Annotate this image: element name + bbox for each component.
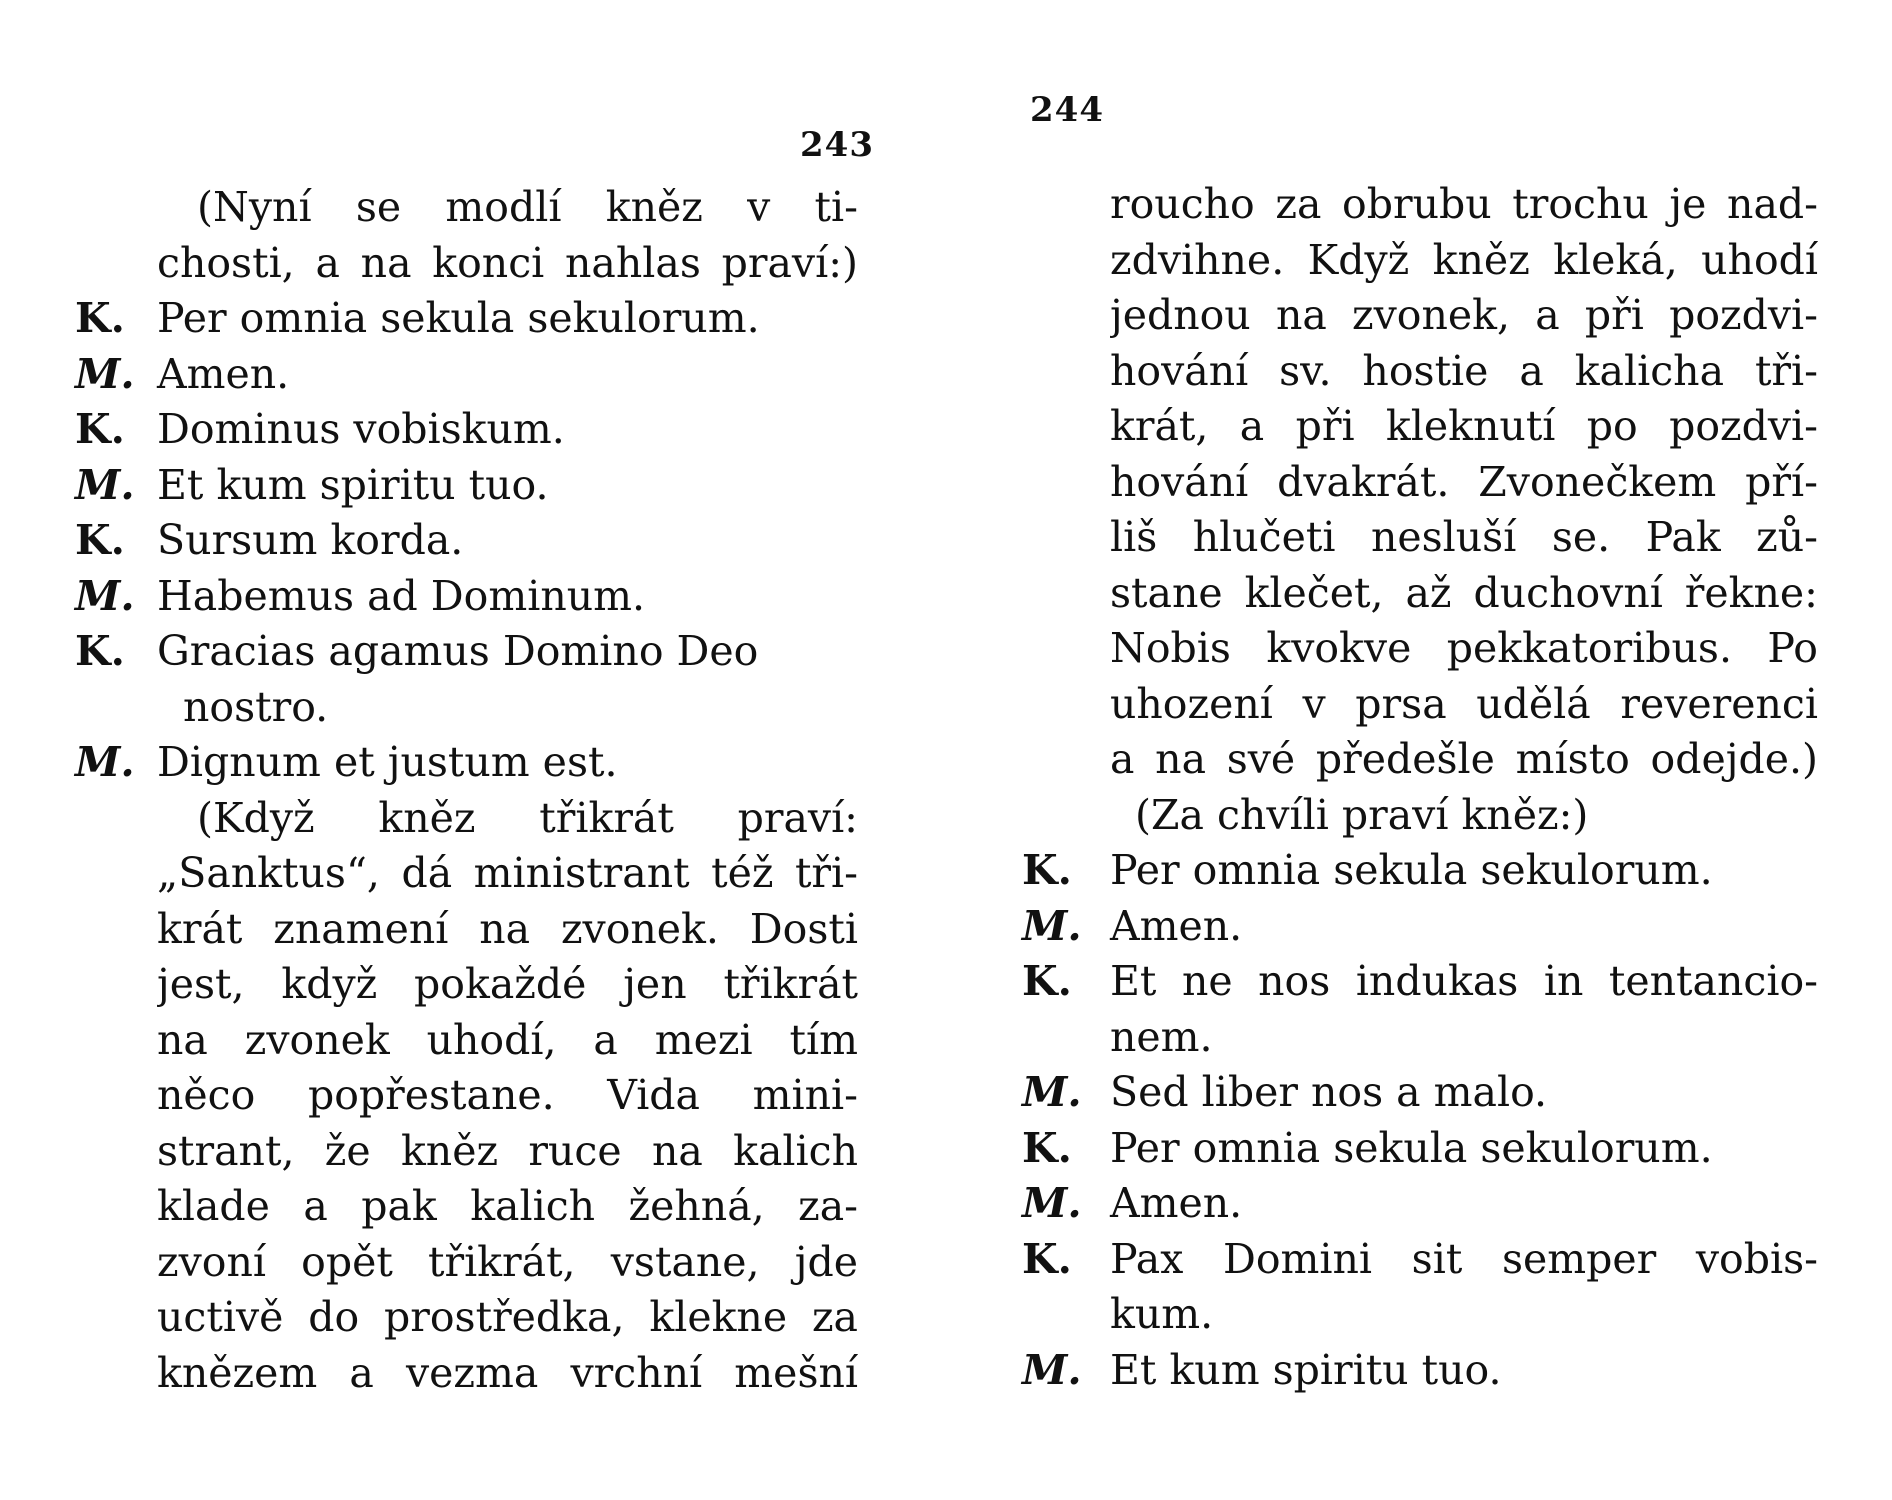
speaker-label: K. [75,405,125,453]
text-line: Amen. [1110,901,1243,950]
text-line: strant, že kněz ruce na kalich [157,1126,858,1175]
text-line: Per omnia sekula sekulorum. [1110,1123,1713,1172]
text-line: nostro. [183,682,329,731]
text-line: klade a pak kalich žehná, za- [157,1182,858,1230]
text-line: Et kum spiritu tuo. [157,460,549,509]
text-line: něco popřestane. Vida mini- [157,1071,858,1119]
speaker-label: M. [75,738,135,786]
left-page [0,0,930,1500]
speaker-label: K. [75,294,125,342]
speaker-label: M. [75,571,135,620]
text-line: zdvihne. Když kněz kleká, uhodí [1110,235,1818,284]
text-line: Per omnia sekula sekulorum. [1110,846,1713,894]
text-line: Et kum spiritu tuo. [1110,1345,1502,1394]
text-line: Et ne nos indukas in tentancio- [1110,957,1818,1005]
right-page [930,0,1892,1500]
speaker-label: K. [1022,957,1072,1005]
text-line: kum. [1110,1290,1214,1338]
text-line: Per omnia sekula sekulorum. [157,294,760,342]
speaker-label: K. [75,516,125,564]
text-line: Dominus vobiskum. [157,405,565,453]
text-line: (Za chvíli praví kněz:) [1135,790,1589,839]
text-line: chosti, a na konci nahlas praví:) [157,238,858,287]
text-line: (Když kněz třikrát praví: [197,793,858,842]
text-line: knězem a vezma vrchní mešní [157,1348,858,1397]
text-line: Amen. [157,349,290,398]
text-line: krát znamení na zvonek. Dosti [157,904,858,953]
text-line: zvoní opět třikrát, vstane, jde [157,1237,858,1286]
speaker-label: K. [1022,1234,1072,1283]
speaker-label: M. [75,460,135,509]
speaker-label: M. [1022,1179,1082,1227]
text-line: krát, a při kleknutí po pozdvi- [1110,402,1818,450]
text-line: Pax Domini sit semper vobis- [1110,1234,1818,1283]
text-line: hování dvakrát. Zvonečkem pří- [1110,457,1818,506]
text-line: Gracias agamus Domino Deo [157,627,759,675]
speaker-label: M. [1022,901,1082,950]
speaker-label: M. [1022,1068,1082,1116]
text-line: roucho za obrubu trochu je nad- [1110,180,1818,228]
text-line: jednou na zvonek, a při pozdvi- [1110,291,1818,339]
text-line: liš hlučeti nesluší se. Pak zů- [1110,513,1818,561]
text-line: (Nyní se modlí kněz v ti- [197,183,858,231]
text-line: a na své předešle místo odejde.) [1110,735,1818,783]
text-line: Sed liber nos a malo. [1110,1068,1548,1116]
text-line: Sursum korda. [157,516,464,564]
speaker-label: K. [75,627,125,675]
page-number: 244 [1030,90,1104,130]
speaker-label: K. [1022,846,1072,894]
text-line: Amen. [1110,1179,1243,1227]
speaker-label: M. [1022,1345,1082,1394]
text-line: nem. [1110,1012,1213,1061]
page-number: 243 [800,125,874,165]
text-line: stane klečet, až duchovní řekne: [1110,568,1818,617]
speaker-label: M. [75,349,135,398]
text-line: „Sanktus“, dá ministrant též tři- [157,849,858,897]
text-line: Dignum et justum est. [157,738,618,786]
text-line: jest, když pokaždé jen třikrát [157,960,858,1008]
speaker-label: K. [1022,1123,1072,1172]
text-line: hování sv. hostie a kalicha tři- [1110,346,1818,395]
text-line: Nobis kvokve pekkatoribus. Po [1110,624,1818,672]
text-line: uctivě do prostředka, klekne za [157,1293,858,1341]
text-line: uhození v prsa udělá reverenci [1110,679,1818,728]
text-line: na zvonek uhodí, a mezi tím [157,1015,858,1064]
text-line: Habemus ad Dominum. [157,571,646,620]
